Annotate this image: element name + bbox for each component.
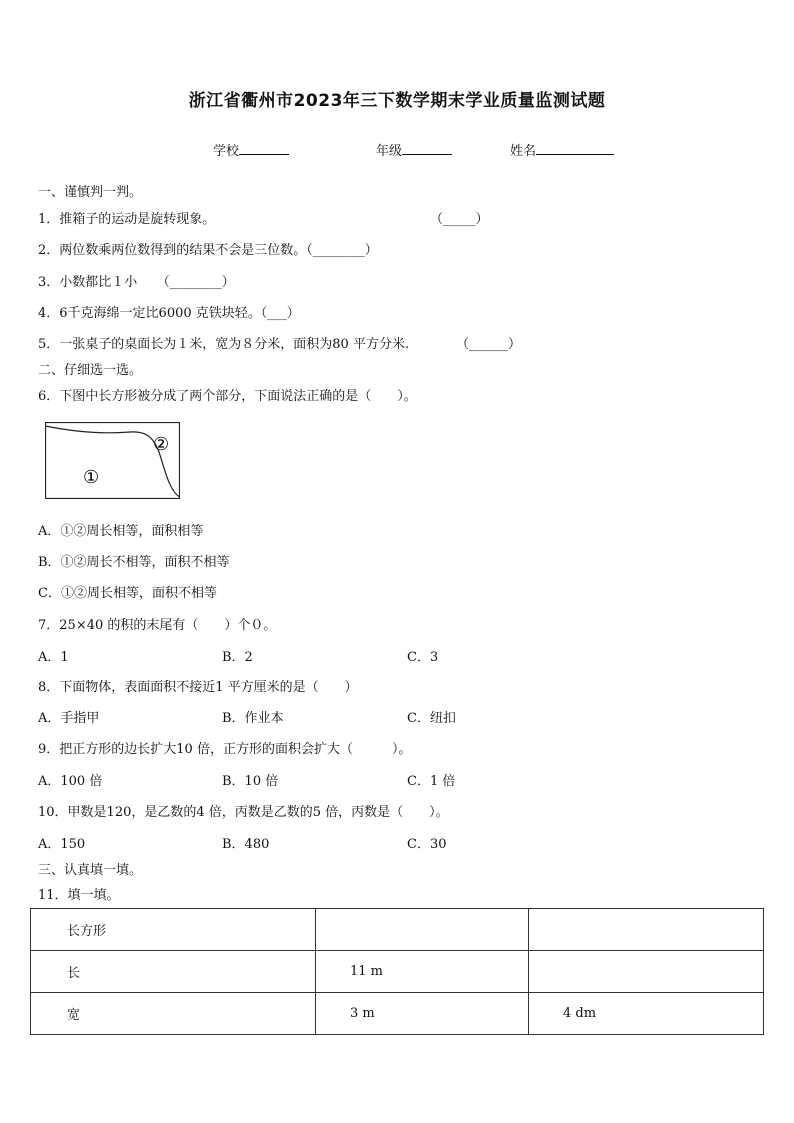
q7-option-a[interactable]: A．1 xyxy=(38,650,69,665)
rectangle-figure xyxy=(45,422,180,499)
q8-option-b[interactable]: B．作业本 xyxy=(222,711,284,726)
q9-option-c[interactable]: C．1 倍 xyxy=(407,774,456,789)
q6-option-b[interactable]: B．①②周长不相等，面积不相等 xyxy=(38,555,230,570)
q7-option-c[interactable]: C．3 xyxy=(407,650,439,665)
question-6: 6．下图中长方形被分成了两个部分，下面说法正确的是（ ）。 xyxy=(38,389,417,404)
question-5: 5．一张桌子的桌面长为１米，宽为８分米，面积为80 平方分米. xyxy=(38,337,410,352)
question-3: 3．小数都比１小 （________） xyxy=(38,275,235,290)
q9-option-a[interactable]: A．100 倍 xyxy=(38,774,103,789)
school-blank[interactable] xyxy=(239,140,289,155)
q8-option-c[interactable]: C．纽扣 xyxy=(407,711,456,726)
name-field xyxy=(510,140,614,159)
table-cell: 11 m xyxy=(316,951,529,993)
table-cell: 长方形 xyxy=(31,909,316,951)
q6-option-a[interactable]: A．①②周长相等，面积相等 xyxy=(38,524,204,539)
table-cell-blank[interactable] xyxy=(529,951,764,993)
name-blank[interactable] xyxy=(536,140,614,155)
question-11: 11．填一填。 xyxy=(38,888,120,903)
q9-option-b[interactable]: B．10 倍 xyxy=(222,774,279,789)
section-2-heading: 二、仔细选一选。 xyxy=(38,363,143,378)
grade-field xyxy=(376,140,452,159)
question-4: 4．6千克海绵一定比6000 克铁块轻。（___） xyxy=(38,306,300,321)
q6-option-c[interactable]: C．①②周长相等，面积不相等 xyxy=(38,586,217,601)
section-3-heading: 三、认真填一填。 xyxy=(38,863,143,878)
grade-blank[interactable] xyxy=(402,140,452,155)
rectangle-table xyxy=(30,908,764,1035)
page-title: 浙江省衢州市2023年三下数学期末学业质量监测试题 xyxy=(188,91,606,111)
question-2: 2．两位数乘两位数得到的结果不会是三位数。（________） xyxy=(38,243,378,258)
table-cell: 3 m xyxy=(316,993,529,1035)
question-10: 10．甲数是120，是乙数的4 倍，丙数是乙数的5 倍，丙数是（ ）。 xyxy=(38,805,449,820)
question-7: 7．25×40 的积的末尾有（ ）个０。 xyxy=(38,618,277,633)
region-1-label: ① xyxy=(83,467,100,488)
question-1-answer-blank[interactable]: （_____） xyxy=(430,212,489,227)
table-cell-blank[interactable] xyxy=(316,909,529,951)
table-cell: 长 xyxy=(31,951,316,993)
section-1-heading: 一、谨慎判一判。 xyxy=(38,185,143,200)
q10-option-a[interactable]: A．150 xyxy=(38,837,86,852)
table-cell: 4 dm xyxy=(529,993,764,1035)
rectangle-diagram xyxy=(45,422,180,499)
table-row xyxy=(31,909,764,951)
table-cell-blank[interactable] xyxy=(529,909,764,951)
grade-label: 年级 xyxy=(376,144,403,159)
question-5-answer-blank[interactable]: （______） xyxy=(456,337,522,352)
school-field xyxy=(213,140,289,159)
q7-option-b[interactable]: B．2 xyxy=(222,650,253,665)
table-row xyxy=(31,951,764,993)
q10-option-b[interactable]: B．480 xyxy=(222,837,270,852)
name-label: 姓名 xyxy=(510,144,537,159)
q8-option-a[interactable]: A．手指甲 xyxy=(38,711,100,726)
table-cell: 宽 xyxy=(31,993,316,1035)
student-info-row xyxy=(0,140,794,160)
region-2-label: ② xyxy=(153,434,170,455)
school-label: 学校 xyxy=(213,144,240,159)
q10-option-c[interactable]: C．30 xyxy=(407,837,447,852)
question-9: 9．把正方形的边长扩大10 倍，正方形的面积会扩大（ ）。 xyxy=(38,742,412,757)
table-row xyxy=(31,993,764,1035)
question-8: 8．下面物体，表面面积不接近1 平方厘米的是（ ） xyxy=(38,680,358,695)
question-1: 1．推箱子的运动是旋转现象。 xyxy=(38,212,216,227)
